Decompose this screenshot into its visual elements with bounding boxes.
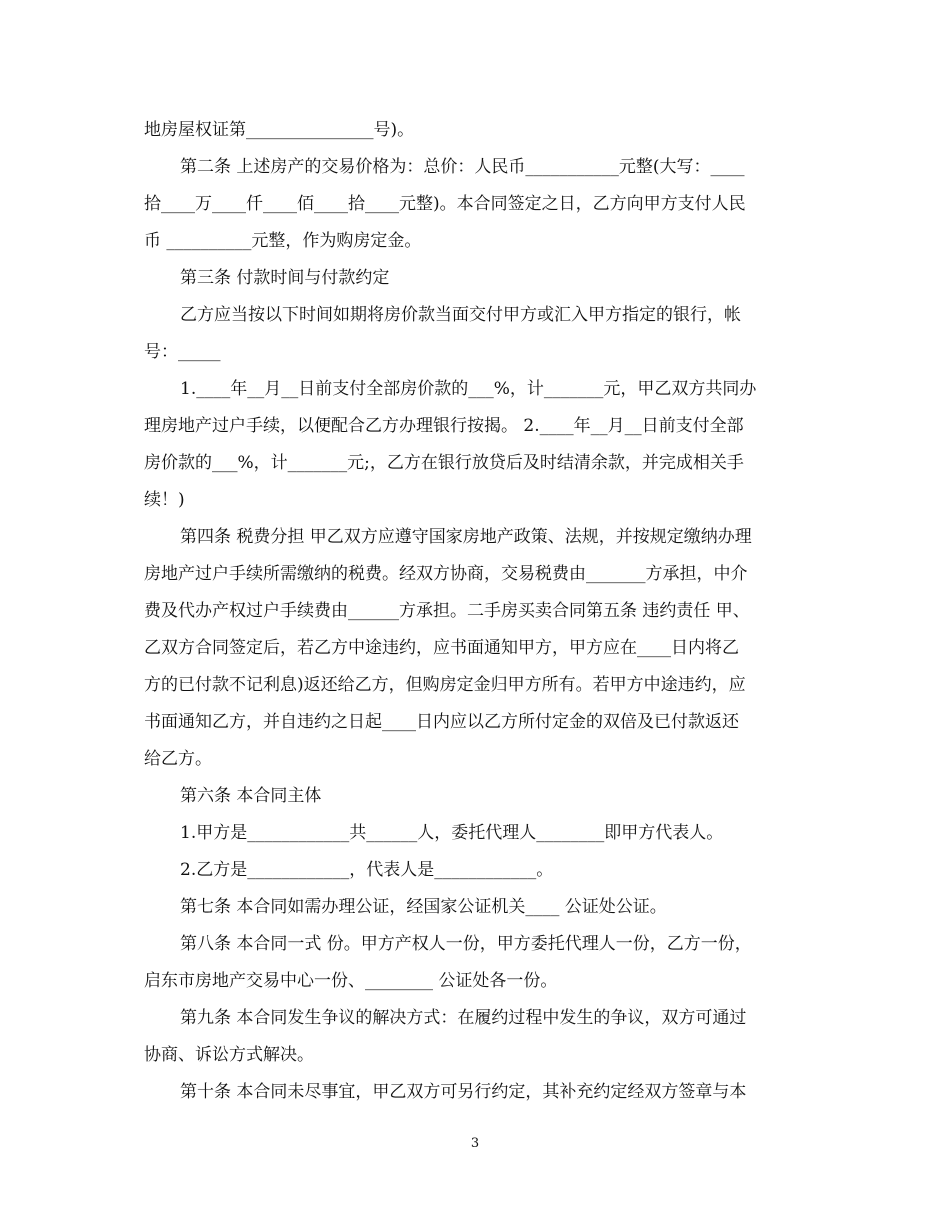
- text-line: 号：_____: [144, 342, 221, 362]
- section-heading: 第六条 本合同主体: [180, 786, 322, 806]
- text-line: 拾____万____仟____佰____拾____元整)。本合同签定之日，乙方向甲方支付人民: [144, 194, 746, 214]
- text-line: 2.乙方是____________，代表人是____________。: [180, 860, 554, 880]
- text-line: 地房屋权证第_______________号)。: [144, 120, 415, 140]
- text-line: 第四条 税费分担 甲乙双方应遵守国家房地产政策、法规，并按规定缴纳办理: [180, 527, 752, 547]
- text-line: 第七条 本合同如需办理公证，经国家公证机关____ 公证处公证。: [180, 897, 667, 917]
- text-line: 乙方应当按以下时间如期将房价款当面交付甲方或汇入甲方指定的银行，帐: [180, 305, 741, 325]
- text-line: 房地产过户手续所需缴纳的税费。经双方协商，交易税费由_______方承担，中介: [144, 564, 748, 584]
- text-line: 第二条 上述房产的交易价格为：总价：人民币___________元整(大写：____: [180, 157, 745, 177]
- contract-text-body: [144, 112, 809, 1111]
- text-line: 1.甲方是____________共______人，委托代理人________即甲方代表人。: [180, 823, 724, 843]
- text-line: 第十条 本合同未尽事宜，甲乙双方可另行约定，其补充约定经双方签章与本: [180, 1082, 747, 1102]
- page-number: 3: [470, 1136, 480, 1151]
- text-line: 币 __________元整，作为购房定金。: [144, 231, 422, 251]
- text-line: 给乙方。: [144, 749, 212, 769]
- text-line: 书面通知乙方，并自违约之日起____日内应以乙方所付定金的双倍及已付款返还: [144, 712, 739, 732]
- text-line: 房价款的___%，计_______元;，乙方在银行放贷后及时结清余款，并完成相关手: [144, 453, 744, 473]
- text-line: 第八条 本合同一式 份。甲方产权人一份，甲方委托代理人一份，乙方一份，: [180, 934, 752, 954]
- text-line: 乙双方合同签定后，若乙方中途违约，应书面通知甲方，甲方应在____日内将乙: [144, 638, 739, 658]
- text-line: 方的已付款不记利息)返还给乙方，但购房定金归甲方所有。若甲方中途违约，应: [144, 675, 746, 695]
- section-heading: 第三条 付款时间与付款约定: [180, 268, 390, 288]
- text-line: 费及代办产权过户手续费由______方承担。二手房买卖合同第五条 违约责任 甲、: [144, 601, 750, 621]
- text-line: 启东市房地产交易中心一份、________ 公证处各一份。: [144, 971, 558, 991]
- text-line: 协商、诉讼方式解决。: [144, 1045, 314, 1065]
- text-line: 续！): [144, 490, 185, 510]
- text-line: 理房地产过户手续，以便配合乙方办理银行按揭。 2.____年__月__日前支付全部: [144, 416, 744, 436]
- text-line: 1.____年__月__日前支付全部房价款的___%，计_______元，甲乙双方共同办: [180, 379, 757, 399]
- text-line: 第九条 本合同发生争议的解决方式：在履约过程中发生的争议，双方可通过: [180, 1008, 747, 1028]
